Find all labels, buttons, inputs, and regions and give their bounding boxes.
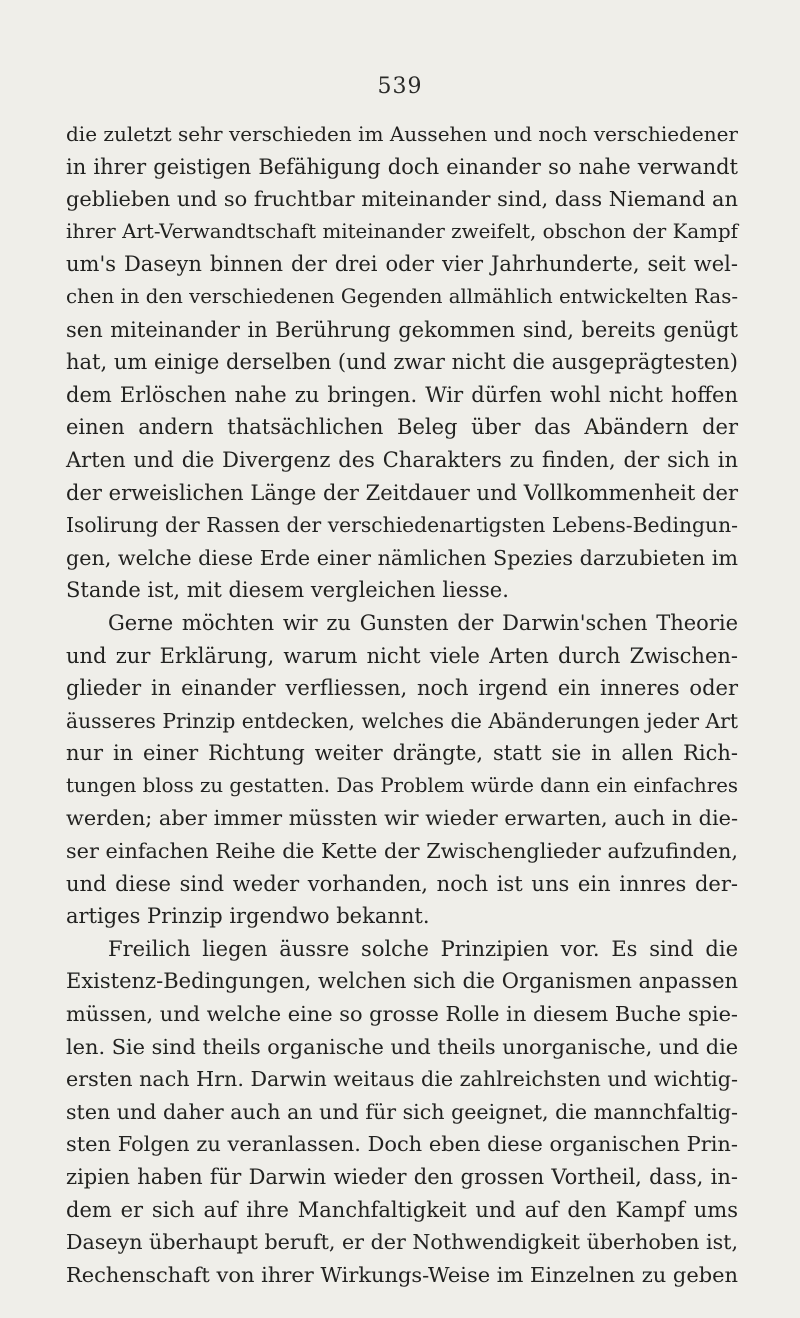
text-line: nur in einer Richtung weiter drängte, statt sie in allen Rich-	[66, 741, 738, 766]
text-line: artiges Prinzip irgendwo bekannt.	[66, 904, 430, 929]
text-line: Stande ist, mit diesem vergleichen liesse.	[66, 578, 509, 603]
body-text	[66, 118, 738, 1291]
text-line: in ihrer geistigen Befähigung doch einander so nahe verwandt	[66, 154, 738, 179]
text-line: zipien haben für Darwin wieder den grossen Vortheil, dass, in-	[66, 1165, 738, 1189]
text-line: ersten nach Hrn. Darwin weitaus die zahlreichsten und wichtig-	[66, 1067, 738, 1092]
text-line: äusseres Prinzip entdecken, welches die Abänderungen jeder Art	[66, 708, 738, 733]
text-line: tungen bloss zu gestatten. Das Problem würde dann ein einfachres	[66, 773, 738, 797]
text-line: Gerne möchten wir zu Gunsten der Darwin'schen Theorie	[108, 610, 738, 635]
text-line: dem er sich auf ihre Manchfaltigkeit und auf den Kampf ums	[66, 1197, 738, 1222]
text-line: sen miteinander in Berührung gekommen sind, bereits genügt	[66, 317, 738, 342]
text-line: dem Erlöschen nahe zu bringen. Wir dürfen wohl nicht hoffen	[66, 382, 738, 407]
text-line: sten Folgen zu veranlassen. Doch eben diese organischen Prin-	[66, 1132, 738, 1157]
text-line: ihrer Art-Verwandtschaft miteinander zweifelt, obschon der Kampf	[66, 219, 738, 243]
text-line: Isolirung der Rassen der verschiedenartigsten Lebens-Bedingun-	[66, 513, 738, 538]
text-line: ser einfachen Reihe die Kette der Zwischenglieder aufzufinden,	[66, 839, 738, 864]
text-line: um's Daseyn binnen der drei oder vier Jahrhunderte, seit wel-	[66, 252, 738, 277]
text-line: Daseyn überhaupt beruft, er der Nothwendigkeit überhoben ist,	[66, 1230, 738, 1255]
text-line: Freilich liegen äussre solche Prinzipien vor. Es sind die	[108, 936, 738, 961]
text-line: geblieben und so fruchtbar miteinander sind, dass Niemand an	[66, 187, 738, 212]
text-line: glieder in einander verfliessen, noch irgend ein inneres oder	[66, 676, 738, 701]
text-line: chen in den verschiedenen Gegenden allmählich entwickelten Ras-	[66, 284, 738, 308]
text-line: die zuletzt sehr verschieden im Aussehen und noch verschiedener	[66, 122, 738, 146]
text-line: müssen, und welche eine so grosse Rolle in diesem Buche spie-	[66, 1002, 738, 1027]
text-line: einen andern thatsächlichen Beleg über das Abändern der	[66, 415, 738, 440]
page-number: 539	[377, 74, 423, 99]
text-line: und zur Erklärung, warum nicht viele Arten durch Zwischen-	[66, 643, 738, 668]
text-line: Existenz-Bedingungen, welchen sich die Organismen anpassen	[66, 969, 739, 994]
text-line: hat, um einige derselben (und zwar nicht die ausgeprägtesten)	[66, 350, 738, 375]
text-line: len. Sie sind theils organische und theils unorganische, und die	[66, 1034, 739, 1059]
text-line: werden; aber immer müssten wir wieder erwarten, auch in die-	[66, 806, 738, 831]
text-line: der erweislichen Länge der Zeitdauer und Vollkommenheit der	[66, 480, 738, 505]
text-line: sten und daher auch an und für sich geeignet, die mannchfaltig-	[66, 1099, 738, 1124]
text-line: Arten und die Divergenz des Charakters zu finden, der sich in	[66, 447, 738, 472]
text-line: gen, welche diese Erde einer nämlichen Spezies darzubieten im	[66, 545, 738, 570]
text-line: Rechenschaft von ihrer Wirkungs-Weise im Einzelnen zu geben	[66, 1262, 738, 1287]
text-line: und diese sind weder vorhanden, noch ist uns ein innres der-	[66, 871, 738, 896]
